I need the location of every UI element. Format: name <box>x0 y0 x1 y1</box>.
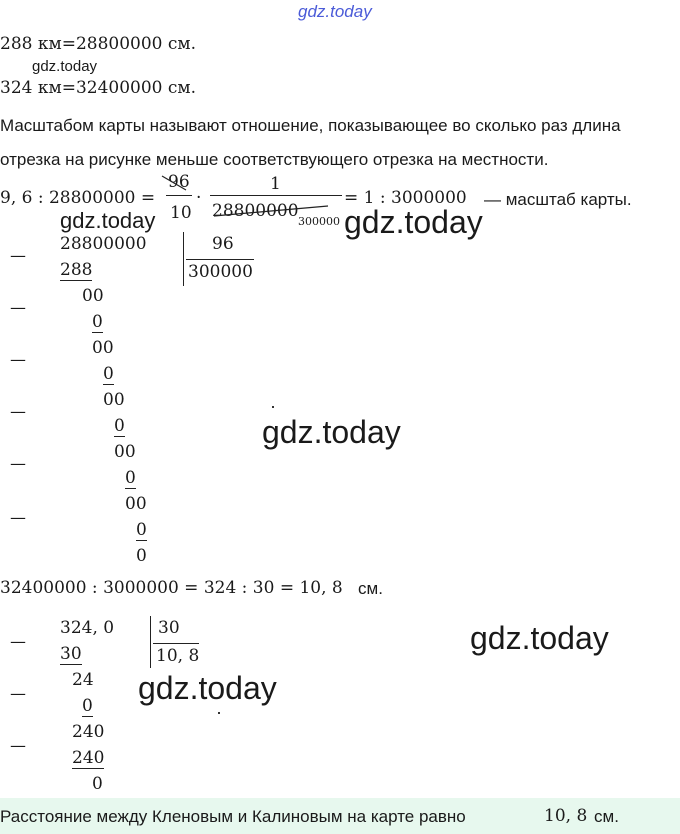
watermark-right: gdz.today <box>344 204 483 240</box>
division1-step: 00 <box>82 286 104 306</box>
scale-frac1-den: 10 <box>170 203 192 223</box>
watermark-lower-right: gdz.today <box>470 620 609 656</box>
division1-step: 0 <box>136 546 147 566</box>
minus-sign: — <box>10 632 26 651</box>
scale-frac2-bar <box>210 195 342 196</box>
scale-frac1-num: 96 <box>168 172 190 192</box>
scale-dot: · <box>196 188 202 208</box>
division2-quotient: 10, 8 <box>156 646 200 666</box>
scale-lhs: 9, 6 : 28800000 = <box>0 188 156 208</box>
minus-sign: — <box>10 246 26 265</box>
watermark-small: gdz.today <box>32 58 98 75</box>
division2-step: 24 <box>72 670 94 690</box>
scale-result: = 1 : 3000000 <box>344 188 467 208</box>
scale-frac2-num: 1 <box>270 174 281 194</box>
division1-step: 0 <box>103 364 114 384</box>
division1-dividend: 28800000 <box>60 234 147 254</box>
division1-step: 00 <box>125 494 147 514</box>
watermark-left: gdz.today <box>60 208 156 233</box>
answer-text: Расстояние между Кленовым и Калиновым на карте равно <box>0 807 466 826</box>
minus-sign: — <box>10 298 26 317</box>
division1-bracket <box>183 232 184 286</box>
minus-sign: — <box>10 454 26 473</box>
definition-line-2: отрезка на рисунке меньше соответствующего отрезка на местности. <box>0 150 549 169</box>
minus-sign: — <box>10 684 26 703</box>
stray-dot <box>218 712 220 714</box>
division1-step: 00 <box>103 390 125 410</box>
conversion-line-1: 288 км=28800000 см. <box>0 34 197 54</box>
division1-divisor: 96 <box>212 234 234 254</box>
division2-step: 0 <box>82 696 93 716</box>
scale-frac2-den: 28800000 <box>212 201 299 221</box>
minus-sign: — <box>10 350 26 369</box>
answer-unit: см. <box>594 807 619 826</box>
distance-expression: 32400000 : 3000000 = 324 : 30 = 10, 8 <box>0 578 343 598</box>
watermark-top: gdz.today <box>298 2 372 21</box>
division1-step: 0 <box>125 468 136 488</box>
scale-tail: — масштаб карты. <box>484 190 632 209</box>
stray-dot <box>272 406 274 408</box>
scale-frac2-subscript: 300000 <box>298 215 340 228</box>
minus-sign: — <box>10 508 26 527</box>
cancel-strike-1 <box>160 172 190 192</box>
minus-sign: — <box>10 736 26 755</box>
division1-step: 0 <box>114 416 125 436</box>
minus-sign: — <box>10 402 26 421</box>
division1-step: 0 <box>136 520 147 540</box>
division1-step: 0 <box>92 312 103 332</box>
division2-divisor: 30 <box>158 618 180 638</box>
division1-step: 00 <box>114 442 136 462</box>
division2-step: 30 <box>60 644 82 664</box>
division2-dividend: 324, 0 <box>60 618 115 638</box>
conversion-line-2: 324 км=32400000 см. <box>0 78 197 98</box>
division2-step: 240 <box>72 748 105 768</box>
division2-step: 240 <box>72 722 105 742</box>
division2-bracket <box>150 616 151 668</box>
distance-unit: см. <box>358 579 383 598</box>
division1-quotient-bar <box>186 259 254 260</box>
watermark-lower-left: gdz.today <box>138 670 277 706</box>
definition-line-1: Масштабом карты называют отношение, показывающее во сколько раз длина <box>0 116 621 135</box>
watermark-center: gdz.today <box>262 414 401 450</box>
division1-step: 288 <box>60 260 93 280</box>
answer-box <box>0 798 680 834</box>
scale-frac1-bar <box>166 195 192 196</box>
division1-quotient: 300000 <box>188 262 253 282</box>
division1-step: 00 <box>92 338 114 358</box>
answer-value: 10, 8 <box>544 806 588 826</box>
division2-step: 0 <box>92 774 103 794</box>
division2-quotient-bar <box>153 643 199 644</box>
